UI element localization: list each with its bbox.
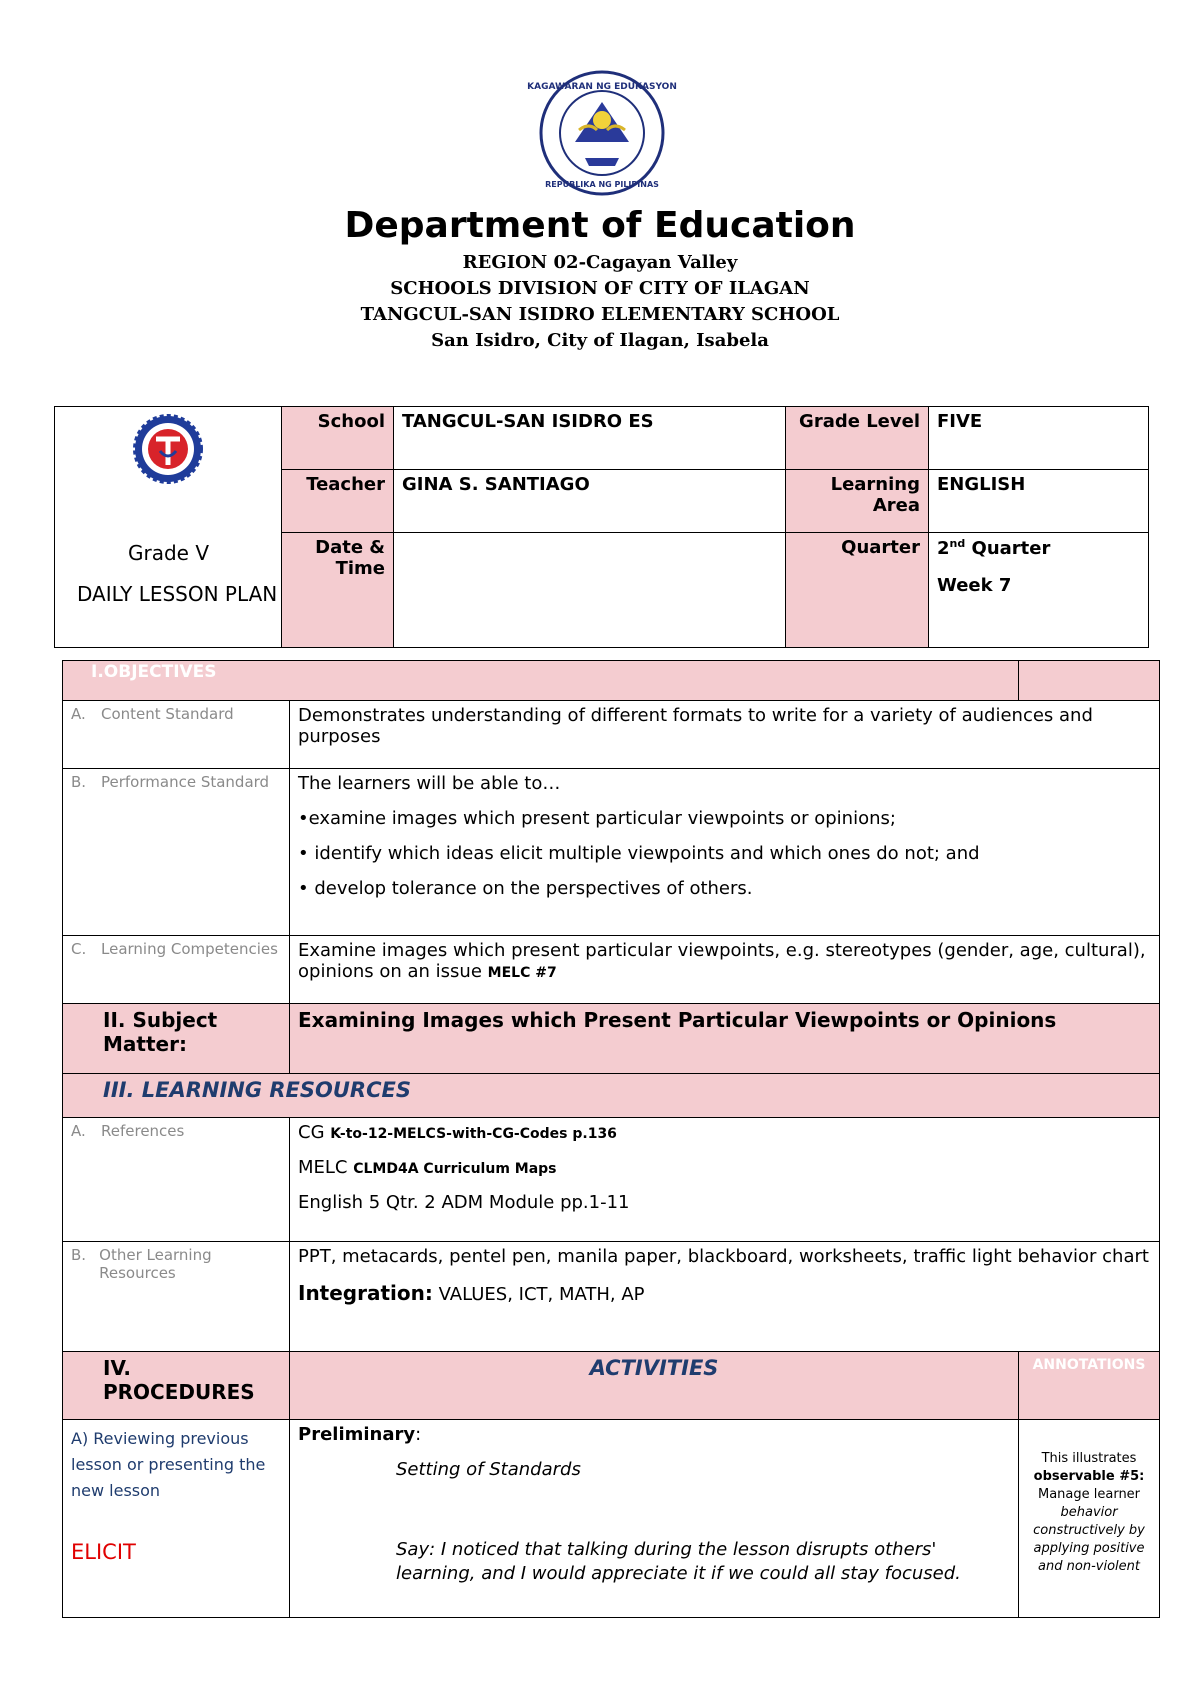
annotation-line: behavior constructively by applying positive and non-violent bbox=[1033, 1505, 1145, 1574]
grade-title: Grade V bbox=[127, 541, 209, 565]
quarter-label: Quarter bbox=[786, 533, 929, 648]
teacher-value: GINA S. SANTIAGO bbox=[394, 470, 786, 533]
performance-standard-label: B. Performance Standard bbox=[63, 769, 290, 936]
annotation-line: Manage learner bbox=[1037, 1487, 1141, 1502]
seal-text-bottom: REPUBLIKA NG PILIPINAS bbox=[545, 180, 659, 189]
content-standard-text: Demonstrates understanding of different formats to write for a variety of audiences and purposes bbox=[290, 701, 1160, 769]
performance-intro: The learners will be able to… bbox=[298, 773, 561, 794]
grade-level-label: Grade Level bbox=[786, 407, 929, 470]
annotation-line: This illustrates bbox=[1041, 1451, 1137, 1466]
region-line: REGION 02-Cagayan Valley bbox=[462, 252, 738, 273]
say-text: Say: I noticed that talking during the lesson disrupts others' learning, and I would appreciate it if we could all stay focused. bbox=[396, 1539, 961, 1584]
cg-prefix: CG bbox=[298, 1122, 325, 1143]
school-label: School bbox=[282, 407, 394, 470]
competency-text: Examine images which present particular viewpoints, e.g. stereotypes (gender, age, cultural), opinions on an issue MELC #7 bbox=[290, 936, 1160, 1004]
melc-text: CLMD4A Curriculum Maps bbox=[353, 1161, 557, 1177]
department-title: Department of Education bbox=[344, 205, 856, 246]
melc-code: MELC #7 bbox=[487, 965, 557, 981]
address-line: San Isidro, City of Ilagan, Isabela bbox=[431, 330, 769, 351]
date-time-label: Date & Time bbox=[282, 533, 394, 648]
grade-level-value: FIVE bbox=[929, 407, 1149, 470]
activities-title: ACTIVITIES bbox=[589, 1356, 719, 1380]
annotation-observable: observable #5: bbox=[1033, 1469, 1145, 1484]
lesson-table bbox=[62, 660, 1160, 1618]
learning-resources-title: III. LEARNING RESOURCES bbox=[103, 1078, 411, 1102]
integration-value: VALUES, ICT, MATH, AP bbox=[438, 1284, 645, 1305]
elicit-label: ELICIT bbox=[71, 1540, 136, 1564]
learning-area-label: Learning Area bbox=[786, 470, 929, 533]
subject-matter-value: Examining Images which Present Particular Viewpoints or Opinions bbox=[290, 1004, 1160, 1074]
procedures-label: IV. PROCEDURES bbox=[63, 1352, 290, 1420]
activities-header bbox=[290, 1352, 1019, 1420]
subject-matter-label: II. Subject Matter: bbox=[63, 1004, 290, 1074]
quarter-value bbox=[929, 533, 1149, 648]
division-line: SCHOOLS DIVISION OF CITY OF ILAGAN bbox=[390, 278, 810, 299]
school-value: TANGCUL-SAN ISIDRO ES bbox=[394, 407, 786, 470]
deped-seal-logo bbox=[527, 70, 677, 196]
preliminary-label: Preliminary bbox=[298, 1424, 416, 1445]
activity-cell: Preliminary: Setting of Standards Say: I noticed that talking during the lesson disrupts others' learning, and I would appreciate it if we could all stay focused. bbox=[290, 1420, 1019, 1618]
step-a-text: A) Reviewing previous lesson or presenting the new lesson bbox=[71, 1429, 266, 1500]
plan-title: DAILY LESSON PLAN bbox=[77, 582, 278, 606]
references-text bbox=[290, 1118, 1160, 1242]
objectives-header-blank bbox=[1019, 661, 1160, 701]
quarter-word: Quarter bbox=[971, 538, 1051, 559]
learning-resources-header bbox=[63, 1074, 1160, 1118]
setting-standards: Setting of Standards bbox=[396, 1459, 581, 1480]
info-table bbox=[54, 406, 1149, 648]
week-value: Week 7 bbox=[937, 575, 1012, 596]
annotations-header bbox=[1019, 1352, 1160, 1420]
teacher-label: Teacher bbox=[282, 470, 394, 533]
objectives-title: I.OBJECTIVES bbox=[91, 662, 217, 682]
step-a-cell bbox=[63, 1420, 290, 1618]
annotations-title: ANNOTATIONS bbox=[1032, 1357, 1146, 1373]
seal-text-top: KAGAWARAN NG EDUKASYON bbox=[527, 82, 677, 92]
school-line: TANGCUL-SAN ISIDRO ELEMENTARY SCHOOL bbox=[360, 304, 840, 325]
cg-text: K-to-12-MELCS-with-CG-Codes p.136 bbox=[330, 1126, 617, 1142]
other-resources-list: PPT, metacards, pentel pen, manila paper, blackboard, worksheets, traffic light behavior chart bbox=[298, 1246, 1149, 1267]
quarter-number: 2 bbox=[937, 538, 950, 559]
school-gear-logo bbox=[132, 413, 204, 485]
competency-label: C. Learning Competencies bbox=[63, 936, 290, 1004]
performance-standard-text bbox=[290, 769, 1160, 936]
quarter-suffix: nd bbox=[949, 537, 966, 550]
learning-area-value: ENGLISH bbox=[929, 470, 1149, 533]
module-text: English 5 Qtr. 2 ADM Module pp.1-11 bbox=[298, 1192, 630, 1213]
annotation-cell bbox=[1019, 1420, 1160, 1618]
other-resources-text bbox=[290, 1242, 1160, 1352]
performance-bullet: • identify which ideas elicit multiple viewpoints and which ones do not; and bbox=[298, 843, 980, 864]
melc-prefix: MELC bbox=[298, 1157, 348, 1178]
references-label: A. References bbox=[63, 1118, 290, 1242]
content-standard-label: A. Content Standard bbox=[63, 701, 290, 769]
performance-bullet: •examine images which present particular viewpoints or opinions; bbox=[298, 808, 896, 829]
date-time-value bbox=[394, 533, 786, 648]
integration-label: Integration: bbox=[298, 1281, 433, 1305]
performance-bullet: • develop tolerance on the perspectives of others. bbox=[298, 878, 753, 899]
objectives-header bbox=[63, 661, 1019, 701]
other-resources-label: B. Other Learning Resources bbox=[63, 1242, 290, 1352]
school-logo-cell bbox=[55, 407, 282, 648]
